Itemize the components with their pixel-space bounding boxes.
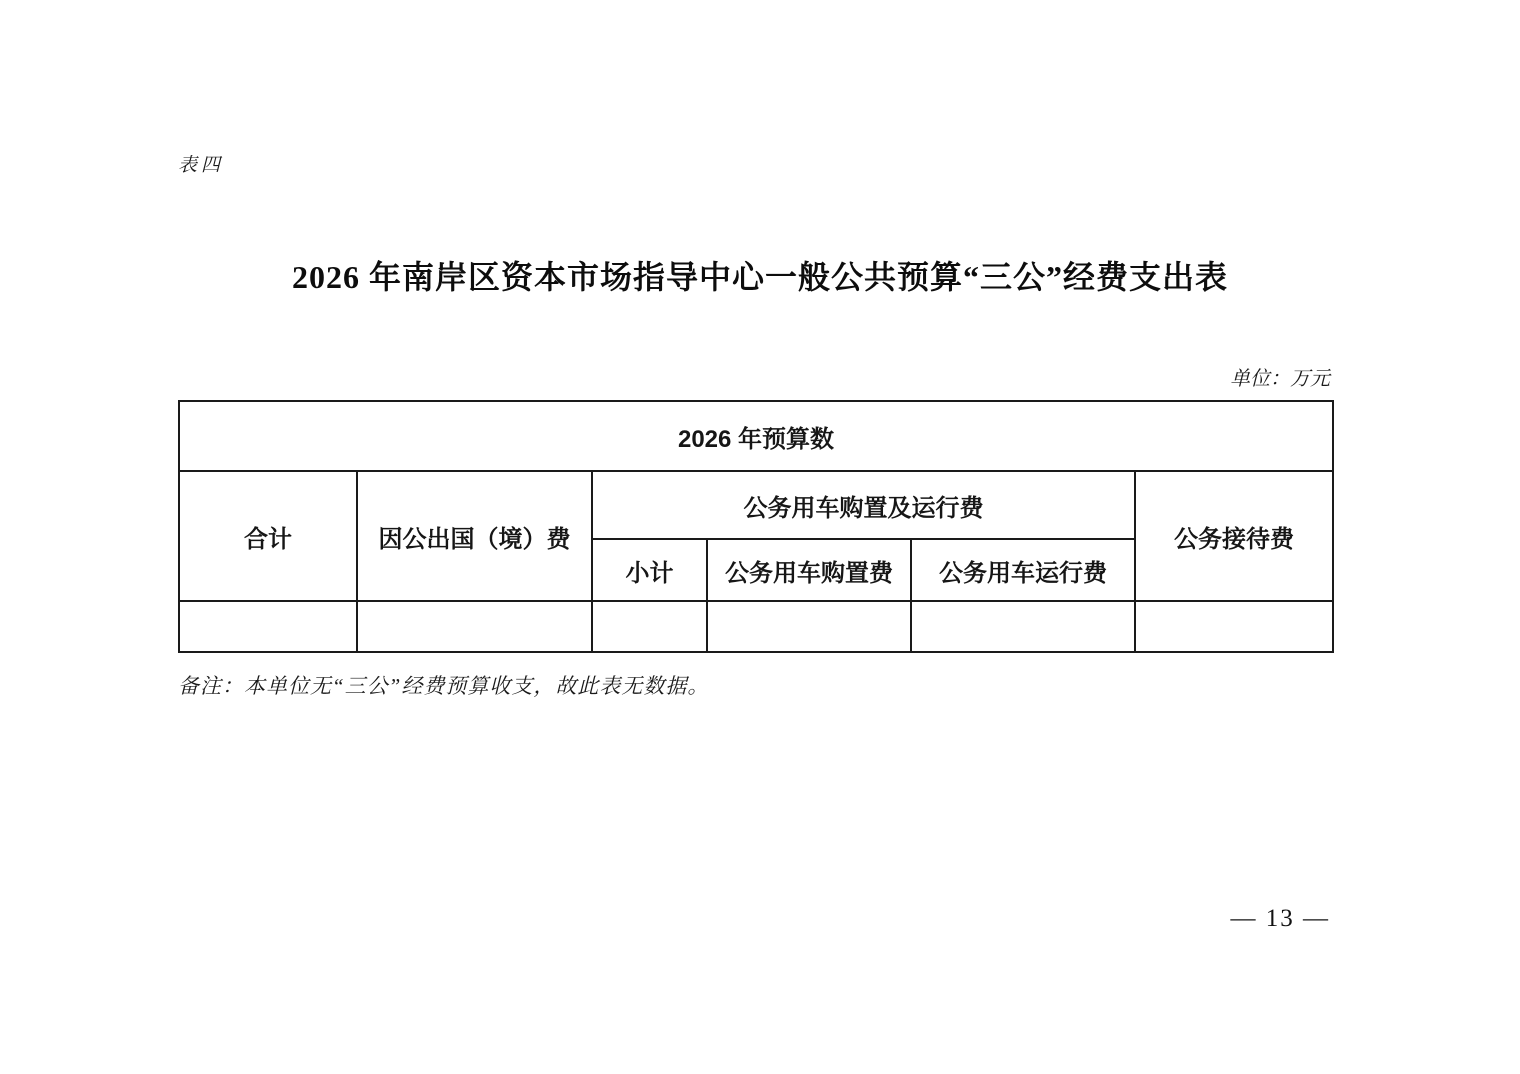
col-header-vehicle-purchase: 公务用车购置费 bbox=[707, 539, 911, 601]
data-cell-vehicle-purchase bbox=[707, 601, 911, 652]
year-header-cell: 2026 年预算数 bbox=[179, 401, 1333, 471]
table-row-year-header bbox=[179, 401, 1333, 471]
table-row-header-group bbox=[179, 471, 1333, 539]
col-header-vehicle-group: 公务用车购置及运行费 bbox=[592, 471, 1135, 539]
budget-table bbox=[178, 400, 1334, 653]
table-label: 表四 bbox=[178, 155, 225, 176]
data-cell-abroad bbox=[357, 601, 592, 652]
footnote: 备注：本单位无“三公”经费预算收支，故此表无数据。 bbox=[178, 674, 710, 698]
data-cell-vehicle-subtotal bbox=[592, 601, 707, 652]
col-header-vehicle-operation: 公务用车运行费 bbox=[911, 539, 1135, 601]
page-title: 2026 年南岸区资本市场指导中心一般公共预算“三公”经费支出表 bbox=[291, 259, 1228, 295]
unit-note: 单位：万元 bbox=[1230, 368, 1330, 390]
data-cell-total bbox=[179, 601, 357, 652]
col-header-abroad: 因公出国（境）费 bbox=[357, 471, 592, 601]
page-number: — 13 — bbox=[1230, 905, 1330, 932]
col-header-reception: 公务接待费 bbox=[1135, 471, 1333, 601]
table-row-data bbox=[179, 601, 1333, 652]
col-header-total: 合计 bbox=[179, 471, 357, 601]
data-cell-reception bbox=[1135, 601, 1333, 652]
data-cell-vehicle-operation bbox=[911, 601, 1135, 652]
col-header-vehicle-subtotal: 小计 bbox=[592, 539, 707, 601]
